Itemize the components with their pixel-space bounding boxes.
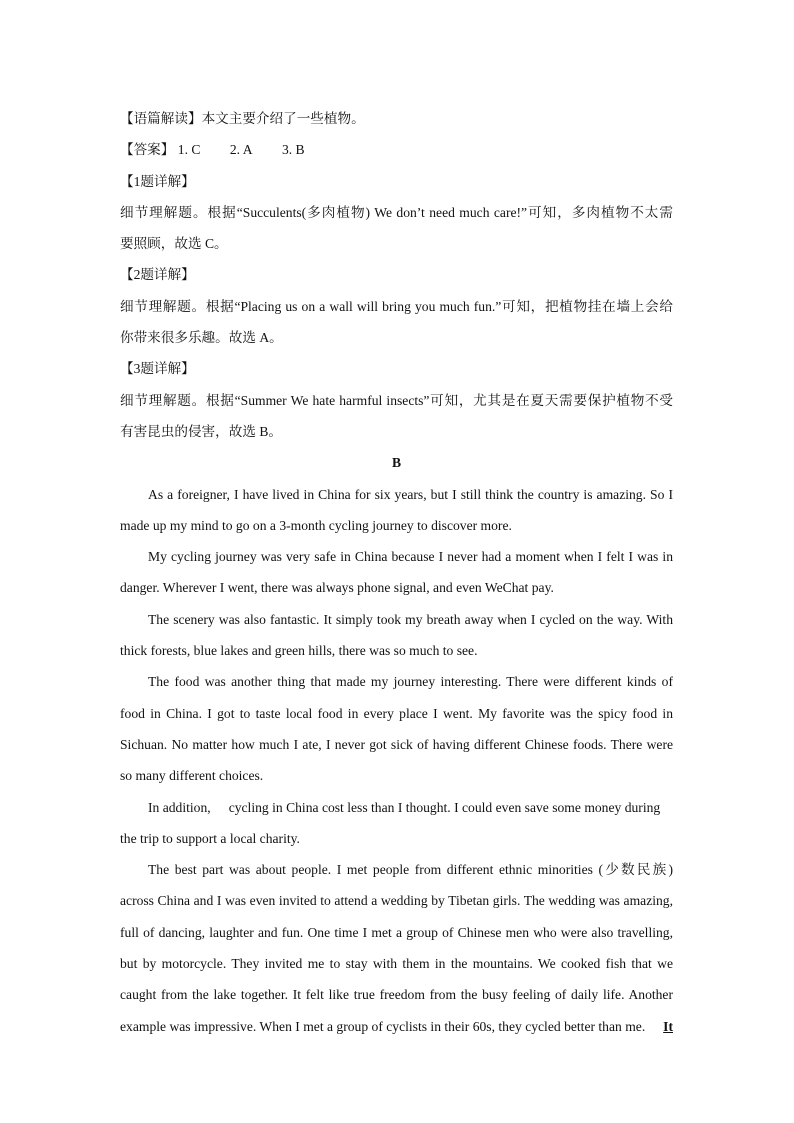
p5-line-1-text: cycling in China cost less than I thought. I could even save some money during xyxy=(228,799,661,815)
p1-line-1: As a foreigner, I have lived in China for six years, but I still think the country is amazing. So I xyxy=(148,486,673,502)
analysis-line xyxy=(120,103,673,134)
p2-line-1: My cycling journey was very safe in China because I never had a moment when I felt I was in xyxy=(148,549,673,565)
p4-line-3: Sichuan. No matter how much I ate, I never got sick of having different Chinese foods. There were xyxy=(120,736,673,752)
p5-line-2: the trip to support a local charity. xyxy=(120,830,300,846)
p2-line-2: danger. Wherever I went, there was always phone signal, and even WeChat pay. xyxy=(120,580,554,596)
analysis-label: 【语篇解读】 xyxy=(120,111,202,126)
q1-line-2: 要照顾，故选 C。 xyxy=(120,236,228,252)
p3-line-2: thick forests, blue lakes and green hills, there was so much to see. xyxy=(120,643,478,659)
q1-title: 【1题详解】 xyxy=(120,173,195,189)
p5-line-1 xyxy=(120,792,673,823)
q3-title: 【3题详解】 xyxy=(120,361,195,377)
p4-line-1: The food was another thing that made my journey interesting. There were different kinds of xyxy=(148,674,673,690)
document-content xyxy=(120,103,673,1042)
p6-line-6-text: example was impressive. When I met a group of cyclists in their 60s, they cycled better than me. xyxy=(120,1018,646,1034)
q1-line-1: 细节理解题。根据“Succulents(多肉植物) We don’t need much care!”可知，多肉植物不太需 xyxy=(120,204,673,220)
p6-line-5: caught from the lake together. It felt like true freedom from the busy feeling of daily life. Another xyxy=(120,987,673,1003)
p4-line-2: food in China. I got to taste local food in every place I went. My favorite was the spicy food in xyxy=(120,705,673,721)
q3-line-1: 细节理解题。根据“Summer We hate harmful insects”可知，尤其是在夏天需要保护植物不受 xyxy=(120,392,673,408)
answer-1: 1. C xyxy=(177,142,201,158)
answer-2: 2. A xyxy=(229,142,253,158)
q2-title: 【2题详解】 xyxy=(120,267,195,283)
p6-line-2: across China and I was even invited to attend a wedding by Tibetan girls. The wedding was amazing, xyxy=(120,893,673,909)
analysis-text: 本文主要介绍了一些植物。 xyxy=(201,111,365,126)
q2-line-1: 细节理解题。根据“Placing us on a wall will bring you much fun.”可知，把植物挂在墙上会给 xyxy=(120,298,673,314)
p6-line-1: The best part was about people. I met people from different ethnic minorities (少数民族) xyxy=(148,862,673,878)
q2-line-2: 你带来很多乐趣。故选 A。 xyxy=(120,330,283,346)
underlined-word: It xyxy=(663,1018,673,1034)
p5-lead: In addition, xyxy=(148,799,211,815)
p1-line-2: made up my mind to go on a 3-month cycling journey to discover more. xyxy=(120,517,512,533)
p6-line-6 xyxy=(120,1011,673,1042)
p3-line-1: The scenery was also fantastic. It simply took my breath away when I cycled on the way. With xyxy=(148,611,673,627)
p6-line-4: but by motorcycle. They invited me to stay with them in the mountains. We cooked fish that we xyxy=(120,956,673,972)
q3-line-2: 有害昆虫的侵害，故选 B。 xyxy=(120,423,282,439)
p6-line-3: full of dancing, laughter and fun. One time I met a group of Chinese men who were also travelling, xyxy=(120,924,673,940)
answer-line xyxy=(120,134,673,165)
section-b-heading: B xyxy=(391,455,402,471)
answer-3: 3. B xyxy=(281,142,305,158)
p4-line-4: so many different choices. xyxy=(120,768,264,784)
answer-label: 【答案】 xyxy=(120,142,175,158)
